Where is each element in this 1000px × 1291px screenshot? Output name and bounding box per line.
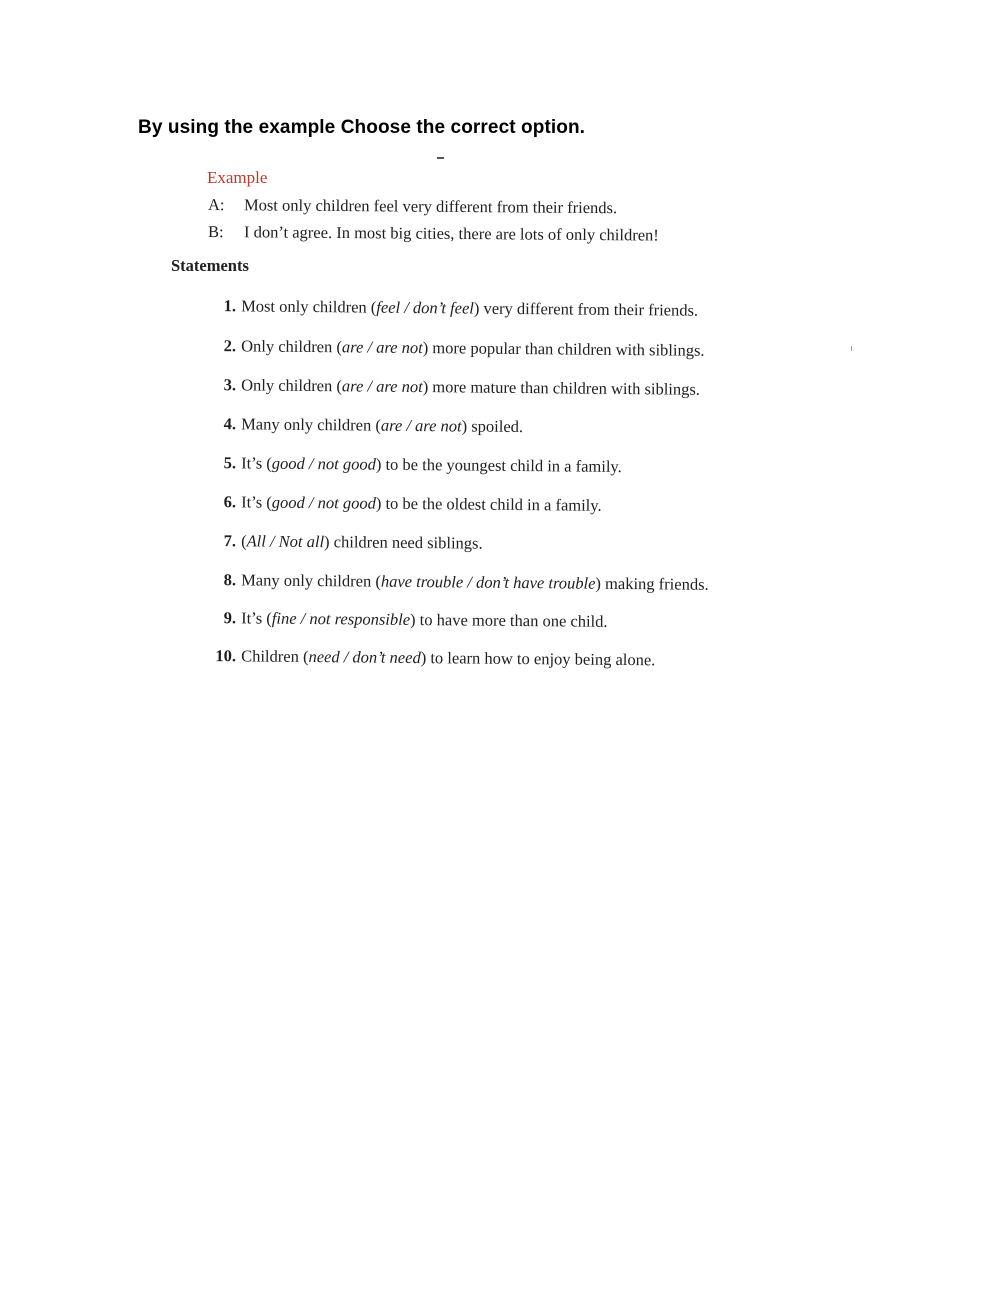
statement-text-before: Only children ( <box>241 375 343 396</box>
example-text: Most only children feel very different from their friends. <box>243 195 618 218</box>
scan-mark <box>437 157 444 159</box>
statement-text-before: Children ( <box>241 646 309 666</box>
statement-text-before: It’s ( <box>241 492 272 512</box>
statement-text-before: Many only children ( <box>241 570 381 591</box>
example-text: I don’t agree. In most big cities, there are lots of only children! <box>243 222 659 245</box>
example-title: Example <box>207 168 268 187</box>
statement-text-before: It’s ( <box>241 453 272 473</box>
statement-options: need / don’t need <box>308 646 421 668</box>
statement-item <box>206 414 523 437</box>
speaker-label: B: <box>207 222 224 242</box>
statement-text-after: ) to be the oldest child in a family. <box>375 493 602 515</box>
statement-options: are / are not <box>341 337 423 358</box>
example-line-a <box>208 195 617 218</box>
statement-text-after: ) to be the youngest child in a family. <box>375 454 622 476</box>
statement-text-after: ) to learn how to enjoy being alone. <box>420 648 656 670</box>
statement-number: 5. <box>223 453 237 473</box>
statement-text-after: ) more mature than children with siblings. <box>422 377 701 399</box>
speaker-label: A: <box>207 195 225 215</box>
statement-number: 10. <box>215 646 237 666</box>
statement-item <box>206 570 709 595</box>
statement-item <box>206 336 705 361</box>
statement-options: All / Not all <box>246 531 325 552</box>
statements-title: Statements <box>171 256 249 275</box>
statement-text-after: ) to have more than one child. <box>410 609 608 631</box>
statement-text-after: ) children need siblings. <box>324 532 483 553</box>
statement-number: 1. <box>223 296 237 316</box>
statement-text-before: Most only children ( <box>241 296 377 317</box>
example-line-b <box>208 222 659 246</box>
page-heading: By using the example Choose the correct option. <box>138 117 586 138</box>
statement-item <box>206 453 622 477</box>
statement-text-before: It’s ( <box>241 608 272 628</box>
statement-number: 4. <box>223 414 237 434</box>
statement-number: 6. <box>223 492 237 512</box>
statement-item <box>206 608 608 632</box>
statement-item <box>206 296 698 321</box>
statement-text-before: Only children ( <box>241 336 343 357</box>
statement-item <box>206 492 602 516</box>
statement-text-after: ) making friends. <box>595 573 709 594</box>
statement-item <box>206 375 700 400</box>
statement-item <box>206 531 483 554</box>
statement-options: are / are not <box>341 376 423 397</box>
statement-text-after: ) very different from their friends. <box>473 298 699 320</box>
statement-text-before: Many only children ( <box>241 414 381 435</box>
statement-options: good / not good <box>271 492 376 513</box>
statement-text-after: ) more popular than children with siblings. <box>422 338 705 360</box>
statement-number: 3. <box>223 375 237 395</box>
statement-item <box>206 646 656 670</box>
statement-number: 9. <box>223 608 237 628</box>
statement-text-after: ) spoiled. <box>461 416 524 437</box>
statement-number: 7. <box>223 531 237 551</box>
statement-number: 2. <box>223 336 237 356</box>
statement-options: feel / don’t feel <box>376 297 475 318</box>
statement-options: good / not good <box>271 453 376 474</box>
statement-text-before: ( <box>241 531 247 551</box>
statement-options: fine / not responsible <box>271 608 411 629</box>
scan-speck <box>851 346 852 351</box>
statement-options: are / are not <box>380 415 462 436</box>
statement-number: 8. <box>223 570 237 590</box>
statement-options: have trouble / don’t have trouble <box>380 571 596 593</box>
